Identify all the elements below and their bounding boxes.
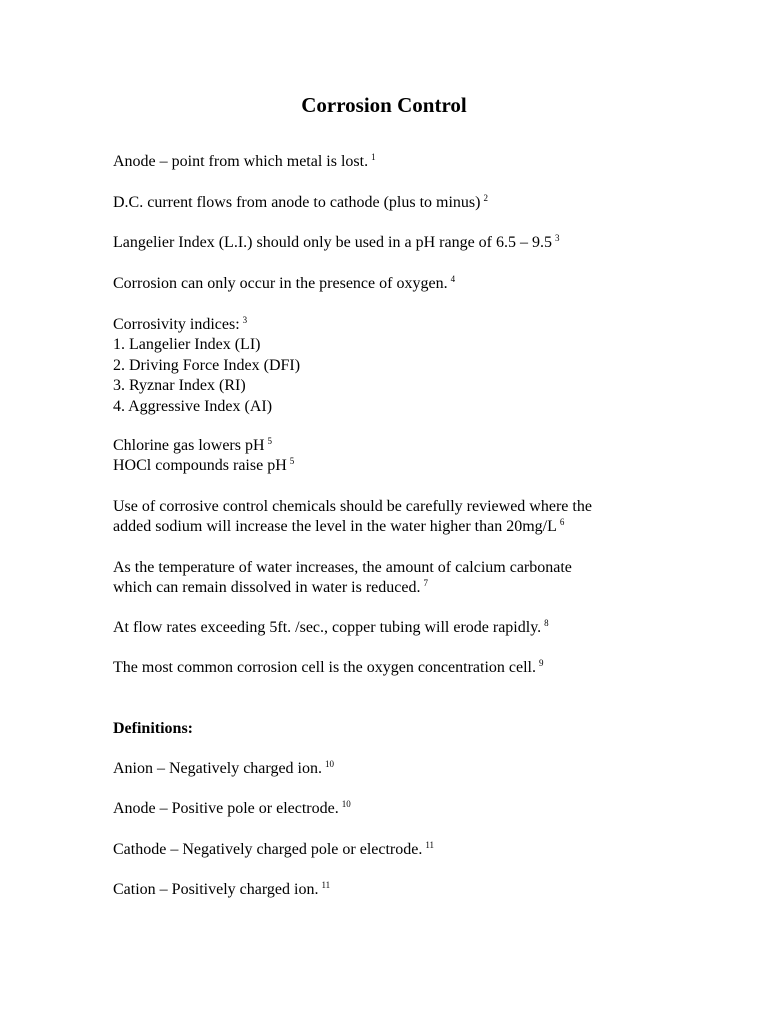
list-item: 4. Aggressive Index (AI) [113, 398, 273, 415]
footnote-ref: 1 [371, 152, 376, 162]
fact-oxygen-required: Corrosion can only occur in the presence of oxygen. $^4$ [113, 274, 456, 292]
corrosivity-indices-heading: Corrosivity indices: $^3$ [113, 315, 248, 333]
fact-anode-metal-loss: Anode – point from which metal is lost. $^1$ [113, 152, 376, 170]
list-item: 1. Langelier Index (LI) [113, 336, 261, 353]
footnote-ref: 5 [289, 456, 295, 466]
fact-dc-current-flow: D.C. current flows from anode to cathode (plus to minus) $^2$ [113, 193, 488, 211]
footnote-ref: 10 [341, 799, 351, 809]
definition-anode: Anode – Positive pole or electrode. $^{10}$ [113, 799, 351, 817]
page-title: Corrosion Control [301, 93, 467, 117]
footnote-ref: 3 [555, 233, 560, 243]
fact-copper-erosion: At flow rates exceeding 5ft. /sec., copper tubing will erode rapidly. $^8$ [113, 618, 549, 636]
list-item: 3. Ryznar Index (RI) [113, 377, 246, 394]
footnote-ref: 2 [483, 193, 488, 203]
footnote-ref: 3 [242, 315, 248, 325]
footnote-ref: 5 [267, 436, 273, 446]
fact-sodium-review-line1: Use of corrosive control chemicals should be carefully reviewed where the [113, 498, 592, 515]
definitions-heading: Definitions: [113, 720, 193, 737]
footnote-ref: 6 [559, 517, 565, 527]
definition-cation: Cation – Positively charged ion. $^{11}$ [113, 880, 331, 898]
footnote-ref: 9 [539, 658, 544, 668]
fact-sodium-review-line2: added sodium will increase the level in the water higher than 20mg/L $^6$ [113, 517, 565, 535]
fact-temperature-line2: which can remain dissolved in water is reduced. $^7$ [113, 578, 428, 596]
footnote-ref: 7 [423, 578, 428, 588]
footnote-ref: 4 [450, 274, 456, 284]
fact-chlorine-gas: Chlorine gas lowers pH $^5$ [113, 436, 273, 454]
footnote-ref: 8 [544, 618, 549, 628]
definition-anion: Anion – Negatively charged ion. $^{10}$ [113, 759, 334, 777]
fact-temperature-line1: As the temperature of water increases, the amount of calcium carbonate [113, 559, 572, 576]
list-item: 2. Driving Force Index (DFI) [113, 357, 301, 374]
fact-corrosion-cell: The most common corrosion cell is the oxygen concentration cell. $^9$ [113, 658, 544, 676]
definition-cathode: Cathode – Negatively charged pole or electrode. $^{11}$ [113, 840, 435, 858]
footnote-ref: 10 [324, 759, 334, 769]
footnote-ref: 11 [425, 840, 435, 850]
fact-hocl-compounds: HOCl compounds raise pH $^5$ [113, 456, 295, 474]
fact-langelier-range: Langelier Index (L.I.) should only be used in a pH range of 6.5 – 9.5 $^3$ [113, 233, 560, 251]
footnote-ref: 11 [321, 880, 331, 890]
